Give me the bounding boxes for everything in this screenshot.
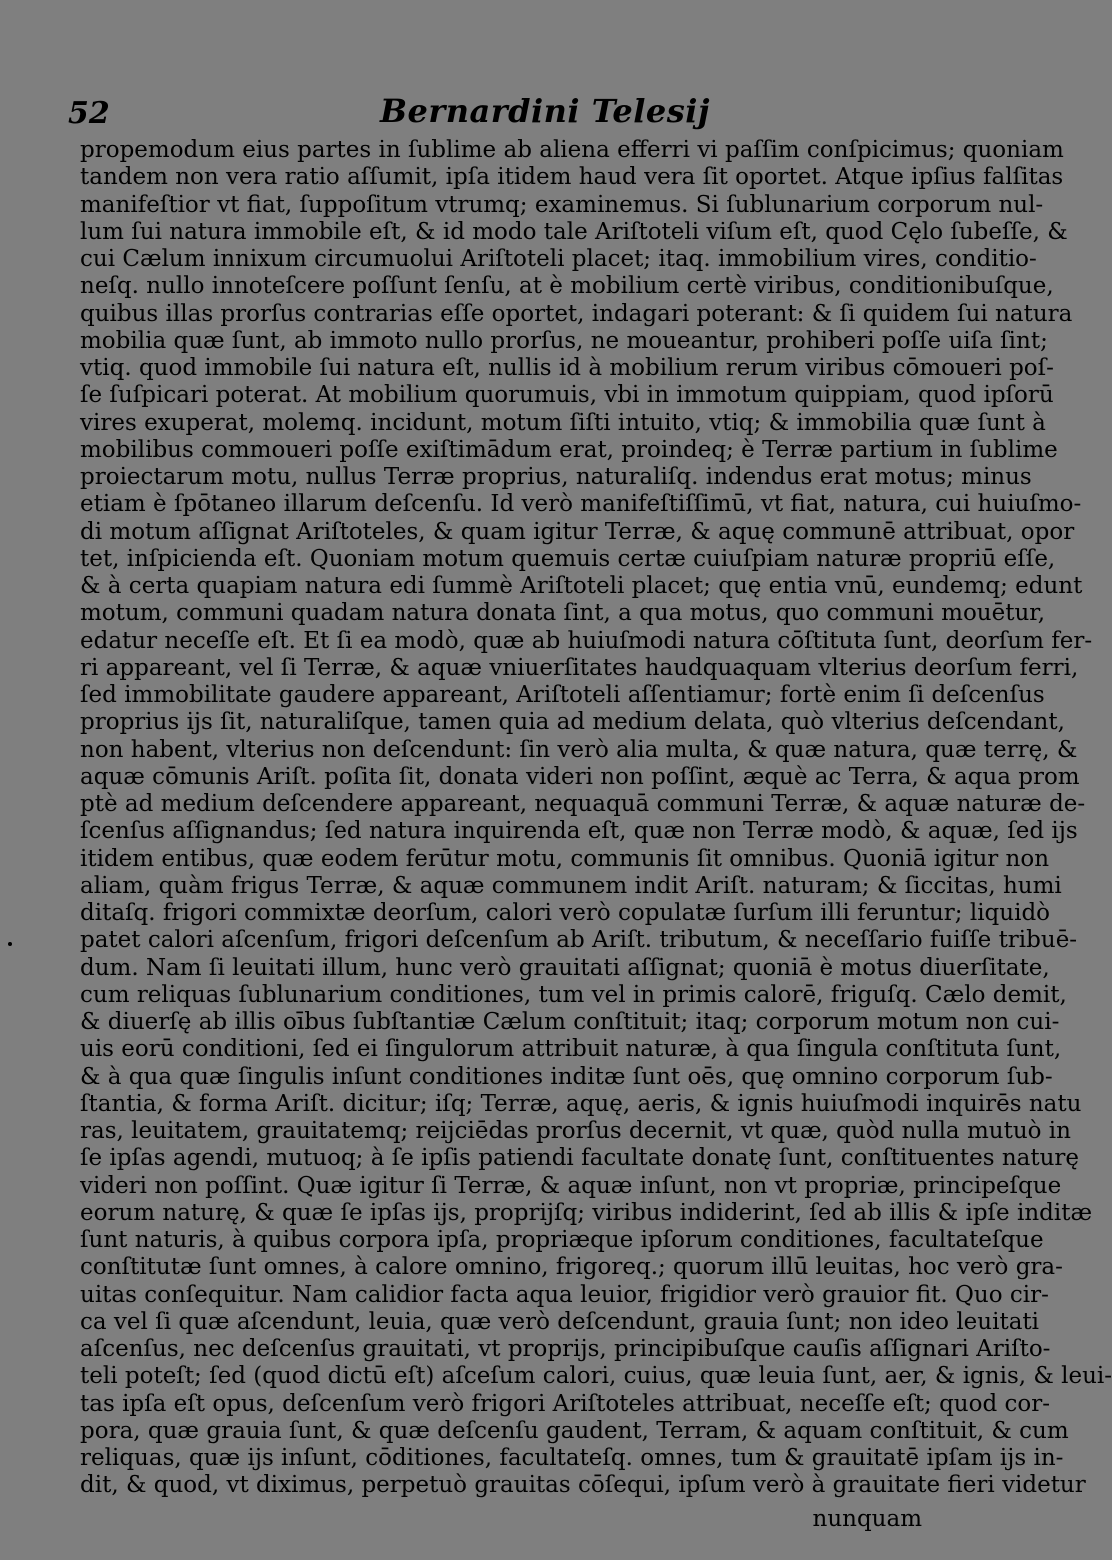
text-line: patet calori aſcenſum, frigori deſcenſum ab Ariſt. tributum, & neceſſario fuiſſe tribuē- xyxy=(80,927,1078,954)
text-line: ptè ad medium deſcendere appareant, nequaquā communi Terræ, & aquæ naturæ de- xyxy=(80,791,1086,817)
text-line: di motum aſſignat Ariſtoteles, & quam igitur Terræ, & aquę communē attribuat, opor xyxy=(80,518,1075,545)
text-line: ſe ſuſpicari poterat. At mobilium quorumuis, vbi in immotum quippiam, quod ipſorū xyxy=(80,382,1054,409)
text-line: motum, communi quadam natura donata ſint, a qua motus, quo communi mouētur, xyxy=(80,600,1046,627)
text-line: etiam è ſpōtaneo illarum deſcenſu. Id verò manifeſtiſſimū, vt fiat, natura, cui huiuſmo- xyxy=(80,491,1082,518)
text-line: eorum naturę, & quæ ſe ipſas ijs, proprijſq; viribus indiderint, ſed ab illis & ipſe inditæ xyxy=(80,1199,1093,1226)
text-line: aliam, quàm frigus Terræ, & aquæ communem indit Ariſt. naturam; & ſiccitas, humi xyxy=(80,872,1062,899)
text-line: mobilibus commoueri poſſe exiſtimādum erat, proindeq; è Terræ partium in ſublime xyxy=(80,436,1058,463)
text-line: cui Cælum innixum circumuolui Ariſtoteli placet; itaq. immobilium vires, conditio- xyxy=(80,246,1037,272)
text-line: ras, leuitatem, grauitatemq; reijciēdas prorſus decernit, vt quæ, quòd nulla mutuò in xyxy=(80,1118,1071,1144)
text-line: tas ipſa eſt opus, deſcenſum verò frigori Ariſtoteles attribuat, neceſſe eſt; quod cor- xyxy=(80,1390,1050,1417)
catchword: nunquam xyxy=(812,1506,922,1532)
running-head: Bernardini Telesij xyxy=(380,92,710,130)
text-line: pora, quæ grauia ſunt, & quæ deſcenſu gaudent, Terram, & aquam conſtituit, & cum xyxy=(80,1417,1069,1444)
text-line: ſunt naturis, à quibus corpora ipſa, propriæque ipſorum conditiones, facultateſque xyxy=(80,1227,1044,1253)
text-line: ſcenſus aſſignandus; ſed natura inquirenda eſt, quæ non Terræ modò, & aquæ, ſed ijs xyxy=(80,818,1078,845)
text-line: tet, inſpicienda eſt. Quoniam motum quemuis certæ cuiuſpiam naturæ propriū eſſe, xyxy=(80,545,1056,572)
text-line: ſe ipſas agendi, mutuoq; à ſe ipſis patiendi facultate donatę ſunt, conſtituentes naturę xyxy=(80,1145,1080,1172)
text-line: itidem entibus, quæ eodem ferūtur motu, communis ſit omnibus. Quoniā igitur non xyxy=(80,845,1050,872)
text-line: mobilia quæ ſunt, ab immoto nullo prorſus, ne moueantur, prohiberi poſſe uiſa ſint; xyxy=(80,327,1048,354)
text-line: edatur neceſſe eſt. Et ſi ea modò, quæ ab huiuſmodi natura cōſtituta ſunt, deorſum fer- xyxy=(80,627,1093,654)
text-line: lum ſui natura immobile eſt, & id modo tale Ariſtoteli viſum eſt, quod Cęlo ſubeſſe, & xyxy=(80,218,1068,245)
body-text xyxy=(80,137,1112,1500)
margin-mark xyxy=(8,942,12,946)
text-line: ditaſq. frigori commixtæ deorſum, calori verò copulatæ ſurſum illi feruntur; liquidò xyxy=(80,900,1051,926)
text-line: ri appareant, vel ſi Terræ, & aquæ vniuerſitates haudquaquam vlterius deorſum ferri, xyxy=(80,654,1079,681)
text-line: dit, & quod, vt diximus, perpetuò grauitas cōſequi, ipſum verò à grauitate fieri videtur xyxy=(80,1472,1086,1499)
text-line: propemodum eius partes in ſublime ab aliena efferri vi paſſim conſpicimus; quoniam xyxy=(80,137,1064,163)
text-line: ca vel ſi quæ aſcendunt, leuia, quæ verò deſcendunt, grauia ſunt; non ideo leuitati xyxy=(80,1308,1040,1335)
text-line: & diuerſę ab illis oībus ſubſtantiæ Cælum conſtituit; itaq; corporum motum non cui- xyxy=(80,1009,1060,1035)
text-line: uitas conſequitur. Nam calidior facta aqua leuior, frigidior verò grauior fit. Quo cir- xyxy=(80,1281,1049,1308)
text-line: non habent, vlterius non deſcendunt: ſin verò alia multa, & quæ natura, quæ terrę, & xyxy=(80,736,1078,763)
text-line: proiectarum motu, nullus Terræ proprius, naturaliſq. indendus erat motus; minus xyxy=(80,464,1032,490)
text-line: manifeſtior vt fiat, ſuppoſitum vtrumq; examinemus. Si ſublunarium corporum nul- xyxy=(80,191,1044,218)
text-line: cum reliquas ſublunarium conditiones, tum vel in primis calorē, friguſq. Cælo demit, xyxy=(80,981,1067,1008)
text-line: reliquas, quæ ijs inſunt, cōditiones, facultateſq. omnes, tum & grauitatē ipſam ijs in- xyxy=(80,1445,1064,1471)
text-line: aquæ cōmunis Ariſt. poſita ſit, donata videri non poſſint, æquè ac Terra, & aqua prom xyxy=(80,763,1080,790)
text-line: neſq. nullo innoteſcere poſſunt ſenſu, at è mobilium certè viribus, conditionibuſque, xyxy=(80,273,1054,300)
text-line: & à qua quæ ſingulis inſunt conditiones inditæ ſunt oēs, quę omnino corporum ſub- xyxy=(80,1063,1053,1090)
text-line: videri non poſſint. Quæ igitur ſi Terræ, & aquæ inſunt, non vt propriæ, principeſque xyxy=(80,1172,1062,1199)
page-number: 52 xyxy=(68,96,110,131)
text-line: vtiq. quod immobile ſui natura eſt, nullis id à mobilium rerum viribus cōmoueri poſ- xyxy=(80,355,1054,381)
text-line: conſtitutæ ſunt omnes, à calore omnino, frigoreq.; quorum illū leuitas, hoc verò gra- xyxy=(80,1254,1063,1281)
text-line: ſed immobilitate gaudere appareant, Ariſtoteli aſſentiamur; fortè enim ſi deſcenſus xyxy=(80,682,1045,708)
text-line: tandem non vera ratio aſſumit, ipſa itidem haud vera ſit oportet. Atque ipſius falſitas xyxy=(80,164,1064,191)
text-line: dum. Nam ſi leuitati illum, hunc verò grauitati aſſignat; quoniā è motus diuerſitate, xyxy=(80,954,1050,981)
text-line: aſcenſus, nec deſcenſus grauitati, vt proprijs, principibuſque cauſis aſſignari Ariſto- xyxy=(80,1336,1051,1362)
text-line: ſtantia, & forma Ariſt. dicitur; iſq; Terræ, aquę, aeris, & ignis huiuſmodi inquirēs natu xyxy=(80,1090,1082,1117)
text-line: quibus illas prorſus contrarias eſſe oportet, indagari poterant: & ſi quidem ſui natura xyxy=(80,300,1073,327)
text-line: vires exuperat, molemq. incidunt, motum ſiſti intuito, vtiq; & immobilia quæ ſunt à xyxy=(80,409,1046,436)
text-line: proprius ijs ſit, naturaliſque, tamen quia ad medium delata, quò vlterius deſcendant, xyxy=(80,709,1065,736)
text-line: uis eorū conditioni, ſed ei ſingulorum attribuit naturæ, à qua ſingula conſtituta ſunt, xyxy=(80,1036,1062,1063)
text-line: & à certa quapiam natura edi ſummè Ariſtoteli placet; quę entia vnū, eundemq; edunt xyxy=(80,573,1083,599)
text-line: teli poteſt; ſed (quod dictū eſt) aſceſum calori, cuius, quæ leuia ſunt, aer, & ignis, & leui- xyxy=(80,1363,1112,1390)
